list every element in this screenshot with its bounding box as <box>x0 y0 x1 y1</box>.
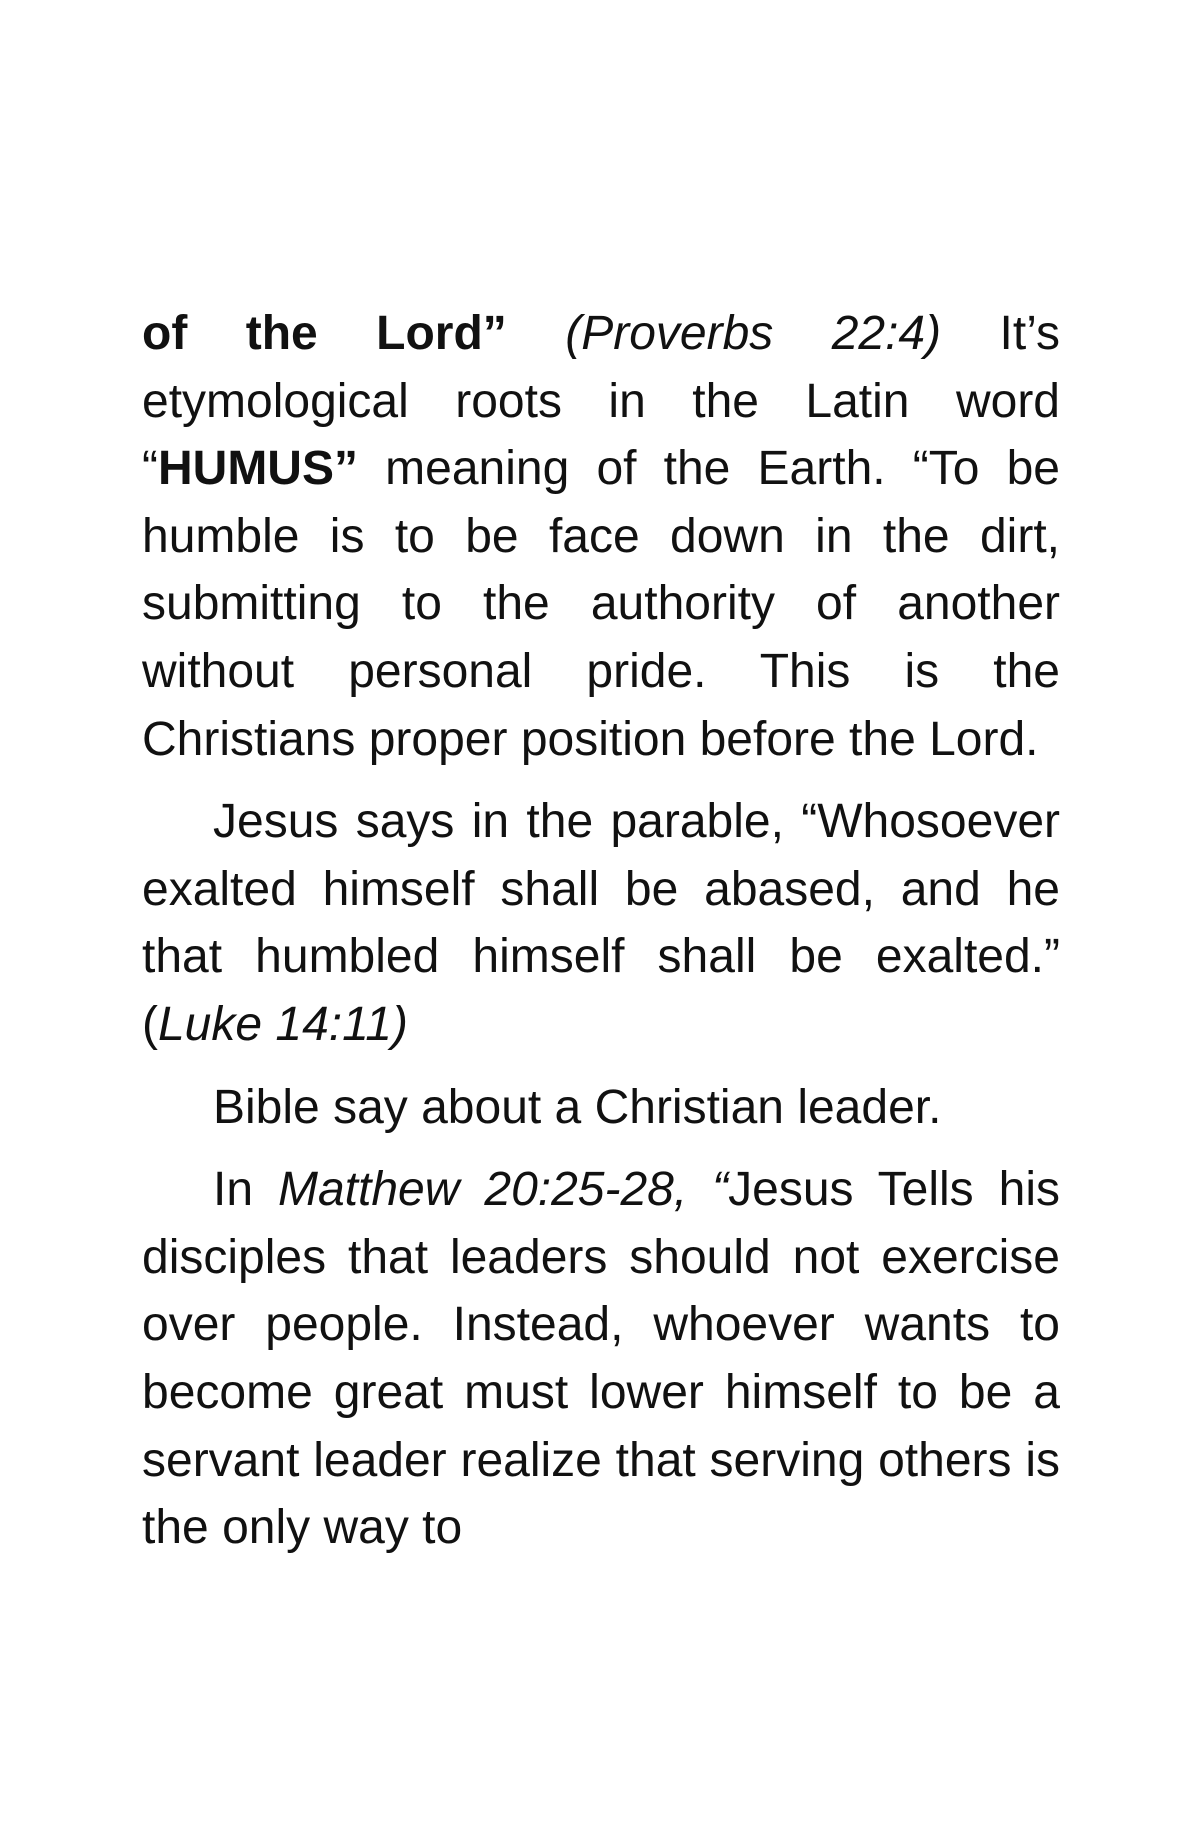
paragraph-matthew <box>142 1156 1060 1562</box>
text-normal: It’s etymological roots in the Latin word “ <box>142 307 1060 496</box>
paragraph-humility-etymology <box>142 300 1060 773</box>
text-normal: Jesus Tells his disciples that leaders should not exercise over people. Instead, whoever wants to become great must lower himself to be a servant leader realize that serving others is the only way to <box>142 1163 1060 1555</box>
text-normal <box>507 307 565 360</box>
text-bold: of the Lord” <box>142 307 507 360</box>
paragraph-leader-heading <box>142 1074 1060 1142</box>
paragraph-parable <box>142 788 1060 1058</box>
scripture-reference: Matthew 20:25-28, “ <box>278 1163 729 1217</box>
text-normal: Jesus says in the parable, “Whosoever exalted himself shall be abased, and he that humbled himself shall be exalted.” ( <box>142 795 1060 1051</box>
text-bold: HUMUS” <box>157 442 358 496</box>
page-text-body <box>142 300 1060 1562</box>
text-normal: In <box>213 1163 278 1217</box>
text-normal: meaning of the Earth. “To be humble is to be face down in the dirt, submitting to the authority of another without personal pride. This is the Christians proper position before the Lord. <box>142 442 1060 766</box>
scripture-reference: Luke 14:11) <box>157 997 408 1051</box>
scripture-reference: (Proverbs 22:4) <box>565 307 942 360</box>
text-normal: Bible say about a Christian leader. <box>213 1080 942 1134</box>
